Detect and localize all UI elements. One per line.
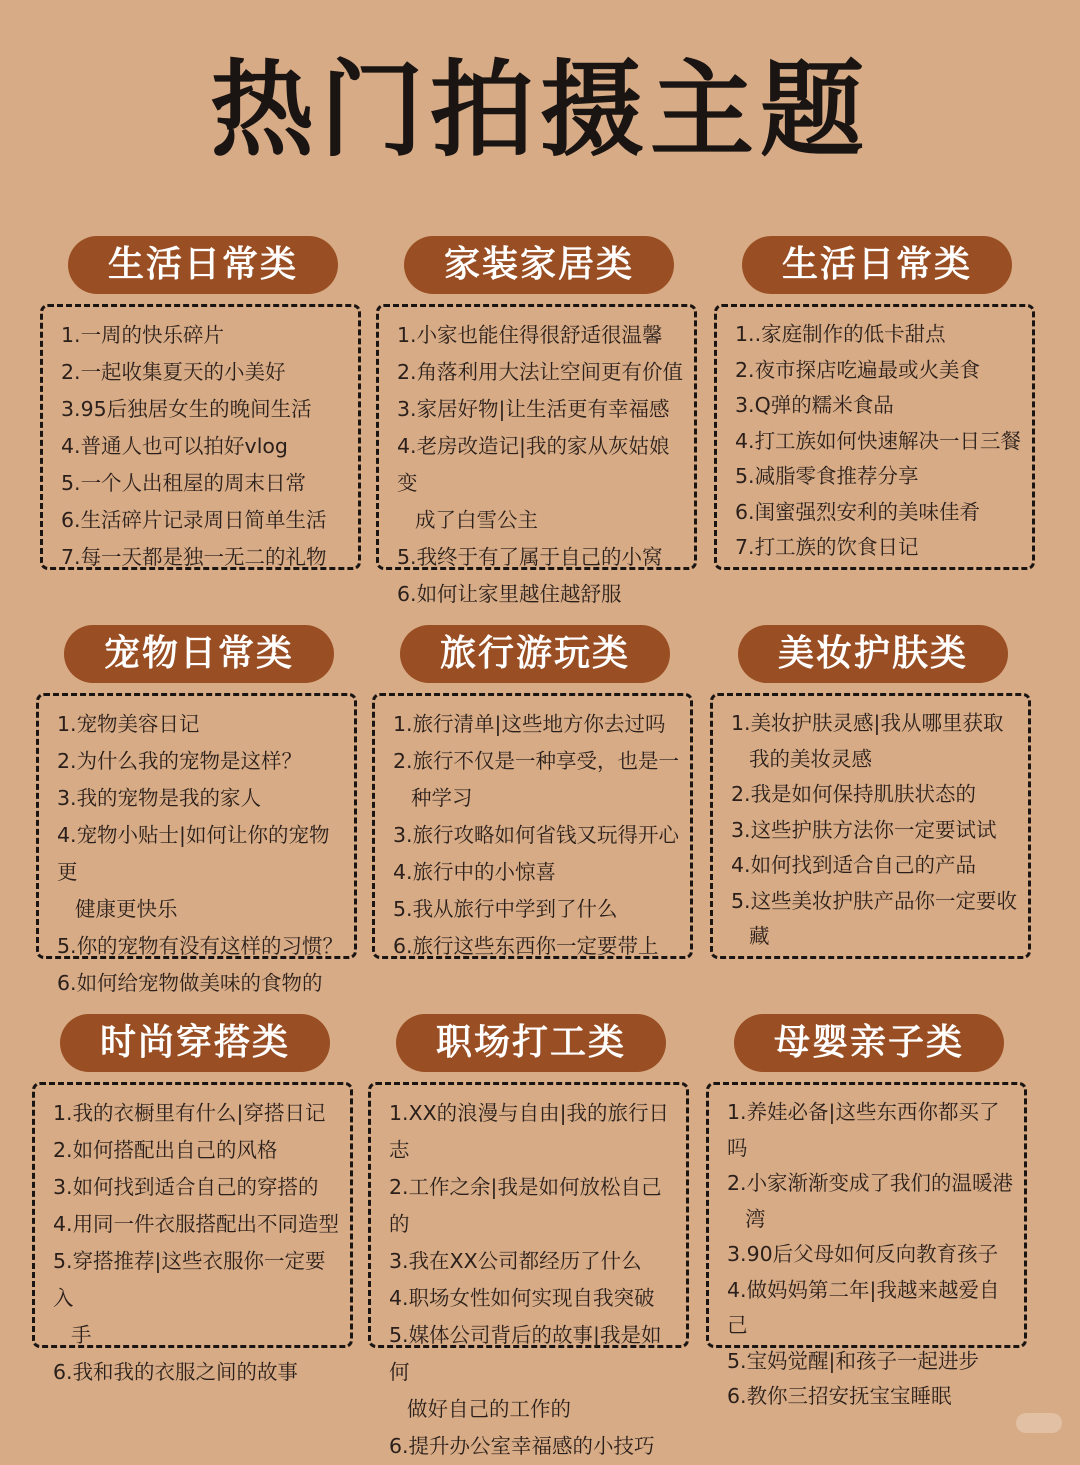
item-text: 穿搭推荐|这些衣服你一定要入 (53, 1249, 326, 1310)
item-number: 5. (727, 1348, 747, 1373)
item-text: 如何找到适合自己的穿搭的 (72, 1175, 319, 1199)
item-number: 5. (53, 1249, 73, 1273)
item-number: 1. (731, 711, 751, 735)
item-text: XX的浪漫与自由|我的旅行日志 (389, 1101, 670, 1162)
item-text: 教你三招安抚宝宝睡眠 (746, 1384, 952, 1408)
list-item (57, 743, 344, 780)
list-item (397, 317, 684, 354)
item-number: 3. (389, 1249, 409, 1273)
item-text: 打工族如何快速解决一日三餐 (754, 428, 1022, 453)
item-number: 3. (393, 823, 413, 847)
item-text: 媒体公司背后的故事|我是如何 (389, 1323, 662, 1384)
item-number: 1. (393, 712, 413, 736)
list-item (61, 502, 348, 539)
list-item (727, 1237, 1014, 1273)
list-item (397, 428, 684, 539)
item-number: 6. (735, 499, 755, 524)
item-number: 6. (53, 1360, 73, 1384)
item-text: 如何让家里越住越舒服 (416, 582, 622, 606)
item-text: 宠物美容日记 (76, 712, 200, 736)
item-text: 做妈妈第二年|我越来越爱自己 (727, 1277, 1000, 1337)
item-number: 3. (727, 1242, 747, 1266)
item-number: 2. (389, 1175, 409, 1199)
item-number: 6. (389, 1434, 409, 1458)
topic-list (376, 304, 697, 606)
item-number: 3. (735, 393, 755, 417)
list-item (53, 1206, 340, 1243)
item-text: 为什么我的宠物是这样？ (76, 749, 303, 773)
item-number: 5. (731, 888, 751, 913)
item-number: 6. (61, 508, 81, 532)
item-text: 旅行不仅是一种享受，也是一 (412, 749, 680, 773)
list-item (57, 706, 344, 743)
item-text: 小家渐渐变成了我们的温暖港 (746, 1171, 1014, 1195)
list-item (53, 1243, 340, 1354)
list-item (735, 317, 1022, 353)
topic-list (40, 304, 361, 570)
item-text: 旅行中的小惊喜 (412, 860, 557, 884)
list-item (53, 1169, 340, 1206)
list-item (61, 391, 348, 428)
item-text: 这些美妆护肤产品你一定要收 (750, 888, 1018, 913)
page-title: 热门拍摄主题 (209, 49, 870, 171)
category-title: 宠物日常类 (64, 625, 334, 683)
item-text: 工作之余|我是如何放松自己的 (389, 1175, 662, 1236)
item-text: 如何搭配出自己的风格 (72, 1138, 278, 1162)
item-text: 一个人出租屋的周末日常 (80, 471, 307, 495)
item-number: 3. (57, 786, 77, 810)
list-item (397, 391, 684, 428)
item-number: 1. (61, 323, 81, 347)
item-text: 我终于有了属于自己的小窝 (416, 545, 663, 569)
item-text-continuation: 种学习 (411, 786, 473, 810)
list-item (393, 854, 680, 891)
list-item (61, 428, 348, 465)
item-text: 普通人也可以拍好vlog (80, 434, 288, 458)
item-text: 老房改造记|我的家从灰姑娘变 (397, 434, 670, 495)
watermark-badge (1016, 1413, 1062, 1433)
item-text: 旅行清单|这些地方你去过吗 (412, 712, 666, 736)
list-item (389, 1169, 676, 1243)
item-text-continuation: 做好自己的工作的 (407, 1397, 571, 1421)
list-item (393, 817, 680, 854)
list-item (731, 777, 1018, 813)
category-title: 母婴亲子类 (734, 1014, 1004, 1072)
item-number: 7. (735, 535, 755, 559)
category-title: 旅行游玩类 (400, 625, 670, 683)
list-item (727, 1273, 1014, 1344)
item-number: 3. (731, 817, 751, 842)
item-text: 一周的快乐碎片 (80, 323, 225, 347)
item-text: 宠物小贴士|如何让你的宠物更 (57, 823, 330, 884)
list-item (731, 884, 1018, 955)
item-number: 7. (61, 545, 81, 569)
list-item (727, 1344, 1014, 1380)
item-text: 生活碎片记录周日简单生活 (80, 508, 327, 532)
item-text-continuation: 我的美妆灵感 (749, 746, 872, 771)
list-item (397, 354, 684, 391)
list-item (57, 928, 344, 965)
item-text: 我在XX公司都经历了什么 (408, 1249, 642, 1273)
list-item (389, 1428, 676, 1465)
item-text: 我的宠物是我的家人 (76, 786, 262, 810)
item-number: 2. (397, 360, 417, 384)
list-item (735, 388, 1022, 424)
item-text: .家庭制作的低卡甜点 (754, 322, 946, 346)
item-number: 2. (727, 1171, 747, 1195)
item-number: 2. (57, 749, 77, 773)
item-number: 2. (61, 360, 81, 384)
item-number: 4. (731, 853, 751, 877)
item-text: 我是如何保持肌肤状态的 (750, 782, 977, 806)
list-item (61, 317, 348, 354)
item-text: 我的衣橱里有什么|穿搭日记 (72, 1101, 326, 1125)
item-text-continuation: 成了白雪公主 (415, 508, 538, 532)
item-number: 1. (57, 712, 77, 736)
item-text: 这些护肤方法你一定要试试 (750, 817, 997, 842)
item-text-continuation: 湾 (745, 1206, 766, 1231)
list-item (393, 743, 680, 817)
item-number: 5. (61, 471, 81, 495)
category-title: 职场打工类 (396, 1014, 666, 1072)
topic-list (714, 304, 1035, 570)
list-item (727, 1379, 1014, 1415)
list-item (731, 813, 1018, 849)
list-item (389, 1317, 676, 1428)
category-title: 生活日常类 (68, 236, 338, 294)
list-item (389, 1280, 676, 1317)
item-number: 4. (61, 434, 81, 458)
topic-list (710, 693, 1031, 959)
item-text: 职场女性如何实现自我突破 (408, 1286, 655, 1310)
list-item (393, 928, 680, 965)
item-number: 5. (389, 1323, 409, 1347)
item-number: 6. (727, 1384, 747, 1408)
item-text: 减脂零食推荐分享 (754, 464, 919, 488)
list-item (731, 848, 1018, 884)
item-text: 我从旅行中学到了什么 (412, 897, 618, 921)
list-item (61, 354, 348, 391)
item-number: 3. (61, 397, 81, 421)
list-item (57, 965, 344, 1002)
list-item (735, 353, 1022, 389)
item-text: 养娃必备|这些东西你都买了吗 (727, 1100, 1000, 1160)
item-number: 2. (53, 1138, 73, 1162)
item-text: 提升办公室幸福感的小技巧 (408, 1434, 655, 1458)
item-number: 4. (735, 428, 755, 453)
item-number: 1. (397, 323, 417, 347)
item-number: 1. (735, 322, 755, 346)
item-number: 6. (397, 582, 417, 606)
list-item (53, 1132, 340, 1169)
item-number: 5. (393, 897, 413, 921)
item-number: 5. (57, 934, 77, 958)
item-text: 小家也能住得很舒适很温馨 (416, 323, 663, 347)
list-item (53, 1354, 340, 1391)
item-number: 1. (389, 1101, 409, 1125)
item-text-continuation: 健康更快乐 (75, 897, 178, 921)
item-number: 6. (393, 934, 413, 958)
item-number: 5. (735, 464, 755, 488)
list-item (735, 530, 1022, 566)
item-text: 打工族的饮食日记 (754, 535, 919, 559)
list-item (397, 539, 684, 576)
topic-list (372, 693, 693, 959)
item-text: 如何找到适合自己的产品 (750, 853, 977, 877)
item-number: 6. (57, 971, 77, 995)
item-number: 2. (731, 782, 751, 806)
item-text: 宝妈觉醒|和孩子一起进步 (746, 1348, 979, 1373)
list-item (393, 891, 680, 928)
category-title: 美妆护肤类 (738, 625, 1008, 683)
list-item (731, 706, 1018, 777)
item-text: 旅行攻略如何省钱又玩得开心 (412, 823, 680, 847)
item-text: 90后父母如何反向教育孩子 (746, 1242, 999, 1266)
item-text: 闺蜜强烈安利的美味佳肴 (754, 499, 981, 524)
category-title: 家装家居类 (404, 236, 674, 294)
item-text: 美妆护肤灵感|我从哪里获取 (750, 711, 1004, 735)
item-number: 4. (53, 1212, 73, 1236)
topic-list (32, 1082, 353, 1384)
item-number: 2. (393, 749, 413, 773)
list-item (57, 817, 344, 928)
list-item (389, 1095, 676, 1169)
item-text: 95后独居女生的晚间生活 (80, 397, 312, 421)
item-text-continuation: 藏 (749, 924, 770, 948)
topic-list (368, 1082, 689, 1458)
item-number: 4. (397, 434, 417, 458)
list-item (397, 576, 684, 613)
item-number: 4. (727, 1277, 747, 1302)
item-text-continuation: 手 (71, 1323, 92, 1347)
category-title: 生活日常类 (742, 236, 1012, 294)
item-number: 4. (57, 823, 77, 847)
item-text: Q弹的糯米食品 (754, 393, 894, 417)
list-item (727, 1095, 1014, 1166)
item-text: 一起收集夏天的小美好 (80, 360, 286, 384)
list-item (735, 495, 1022, 531)
item-text: 如何给宠物做美味的食物的 (76, 971, 323, 995)
item-text: 家居好物|让生活更有幸福感 (416, 397, 670, 421)
item-text: 我和我的衣服之间的故事 (72, 1360, 299, 1384)
item-number: 1. (727, 1100, 747, 1124)
topic-list (706, 1082, 1027, 1408)
list-item (57, 780, 344, 817)
list-item (735, 424, 1022, 460)
item-text: 旅行这些东西你一定要带上 (412, 934, 659, 958)
item-number: 4. (389, 1286, 409, 1310)
list-item (735, 459, 1022, 495)
item-number: 3. (53, 1175, 73, 1199)
item-number: 4. (393, 860, 413, 884)
item-number: 3. (397, 397, 417, 421)
item-text: 角落利用大法让空间更有价值 (416, 360, 684, 384)
list-item (727, 1166, 1014, 1237)
item-number: 2. (735, 357, 755, 382)
item-text: 每一天都是独一无二的礼物 (80, 545, 327, 569)
topic-list (36, 693, 357, 995)
item-number: 5. (397, 545, 417, 569)
item-text: 用同一件衣服搭配出不同造型 (72, 1212, 340, 1236)
item-text: 夜市探店吃遍最或火美食 (754, 357, 981, 382)
list-item (393, 706, 680, 743)
list-item (61, 539, 348, 576)
category-title: 时尚穿搭类 (60, 1014, 330, 1072)
item-text: 你的宠物有没有这样的习惯？ (76, 934, 344, 958)
list-item (61, 465, 348, 502)
list-item (389, 1243, 676, 1280)
item-number: 1. (53, 1101, 73, 1125)
list-item (53, 1095, 340, 1132)
